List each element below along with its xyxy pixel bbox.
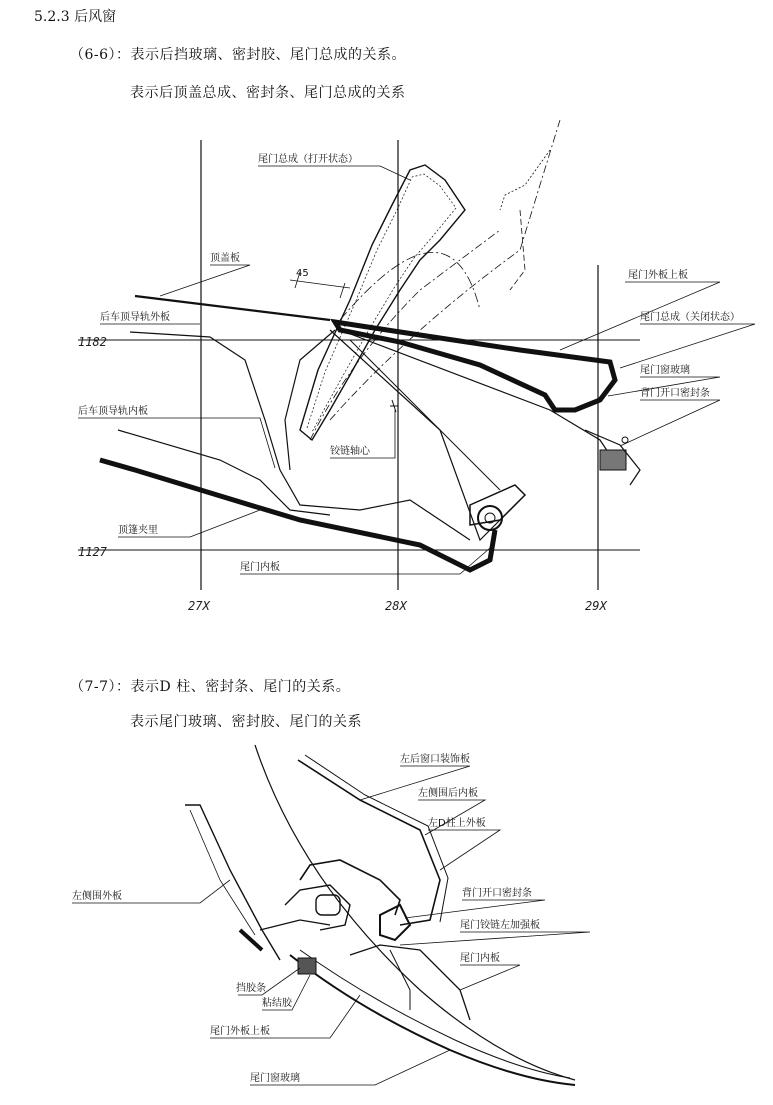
section-77-caption-line1: （7-7）：表示D 柱、密封条、尾门的关系。 — [70, 679, 351, 695]
label-tailgate-inner: 尾门内板 — [240, 562, 280, 573]
label-tailgate-glass: 尾门窗玻璃 — [640, 365, 690, 376]
label-tailgate-outer-upper-77: 尾门外板上板 — [210, 1026, 270, 1037]
roof-rail-outer — [130, 332, 470, 540]
tailgate-open-profile — [300, 120, 560, 440]
label-tailgate-closed: 尾门总成（关闭状态） — [640, 312, 740, 323]
label-rear-window-trim: 左后窗口装饰板 — [400, 754, 470, 765]
section-77-caption-line2: 表示尾门玻璃、密封胶、尾门的关系 — [130, 714, 362, 730]
label-block-strip: 挡胶条 — [236, 983, 266, 994]
label-roof-rail-outer: 后车顶导轨外板 — [100, 312, 170, 323]
label-adhesive: 粘结胶 — [262, 998, 292, 1009]
label-d-pillar-outer: 左D柱上外板 — [428, 818, 486, 829]
axis-label-27x: 27X — [188, 599, 210, 613]
section-66-caption-line1: （6-6）：表示后挡玻璃、密封胶、尾门总成的关系。 — [70, 47, 407, 63]
axis-label-29x: 29X — [585, 599, 607, 613]
hinge-axis-mark — [390, 400, 398, 412]
z-label-upper: 1182 — [78, 335, 107, 349]
label-hinge-axis: 铰链轴心 — [330, 446, 370, 457]
axis-label-28x: 28X — [385, 599, 407, 613]
label-backdoor-seal-77: 背门开口密封条 — [462, 888, 532, 899]
label-hinge-reinf: 尾门铰链左加强板 — [460, 920, 540, 931]
section-66-caption-line2: 表示后顶盖总成、密封条、尾门总成的关系 — [130, 85, 406, 101]
label-headliner: 顶篷夹里 — [118, 525, 158, 536]
label-backdoor-seal: 背门开口密封条 — [640, 388, 710, 399]
label-tailgate-open: 尾门总成（打开状态） — [258, 154, 358, 165]
label-roof-rail-inner: 后车顶导轨内板 — [78, 406, 148, 417]
dimension-45-label: 45 — [296, 268, 309, 279]
z-label-lower: 1127 — [78, 545, 107, 559]
label-tailgate-glass-77: 尾门窗玻璃 — [250, 1073, 300, 1084]
section-heading: 5.2.3 后风窗 — [34, 9, 117, 25]
label-tailgate-inner-77: 尾门内板 — [460, 953, 500, 964]
label-side-outer: 左侧围外板 — [72, 891, 122, 902]
label-tailgate-outer-upper: 尾门外板上板 — [628, 270, 688, 281]
grid-lines — [78, 140, 640, 590]
seal-assembly — [585, 430, 640, 485]
label-roof-panel: 顶盖板 — [210, 253, 240, 264]
label-side-rear-panel: 左侧围后内板 — [418, 788, 478, 799]
